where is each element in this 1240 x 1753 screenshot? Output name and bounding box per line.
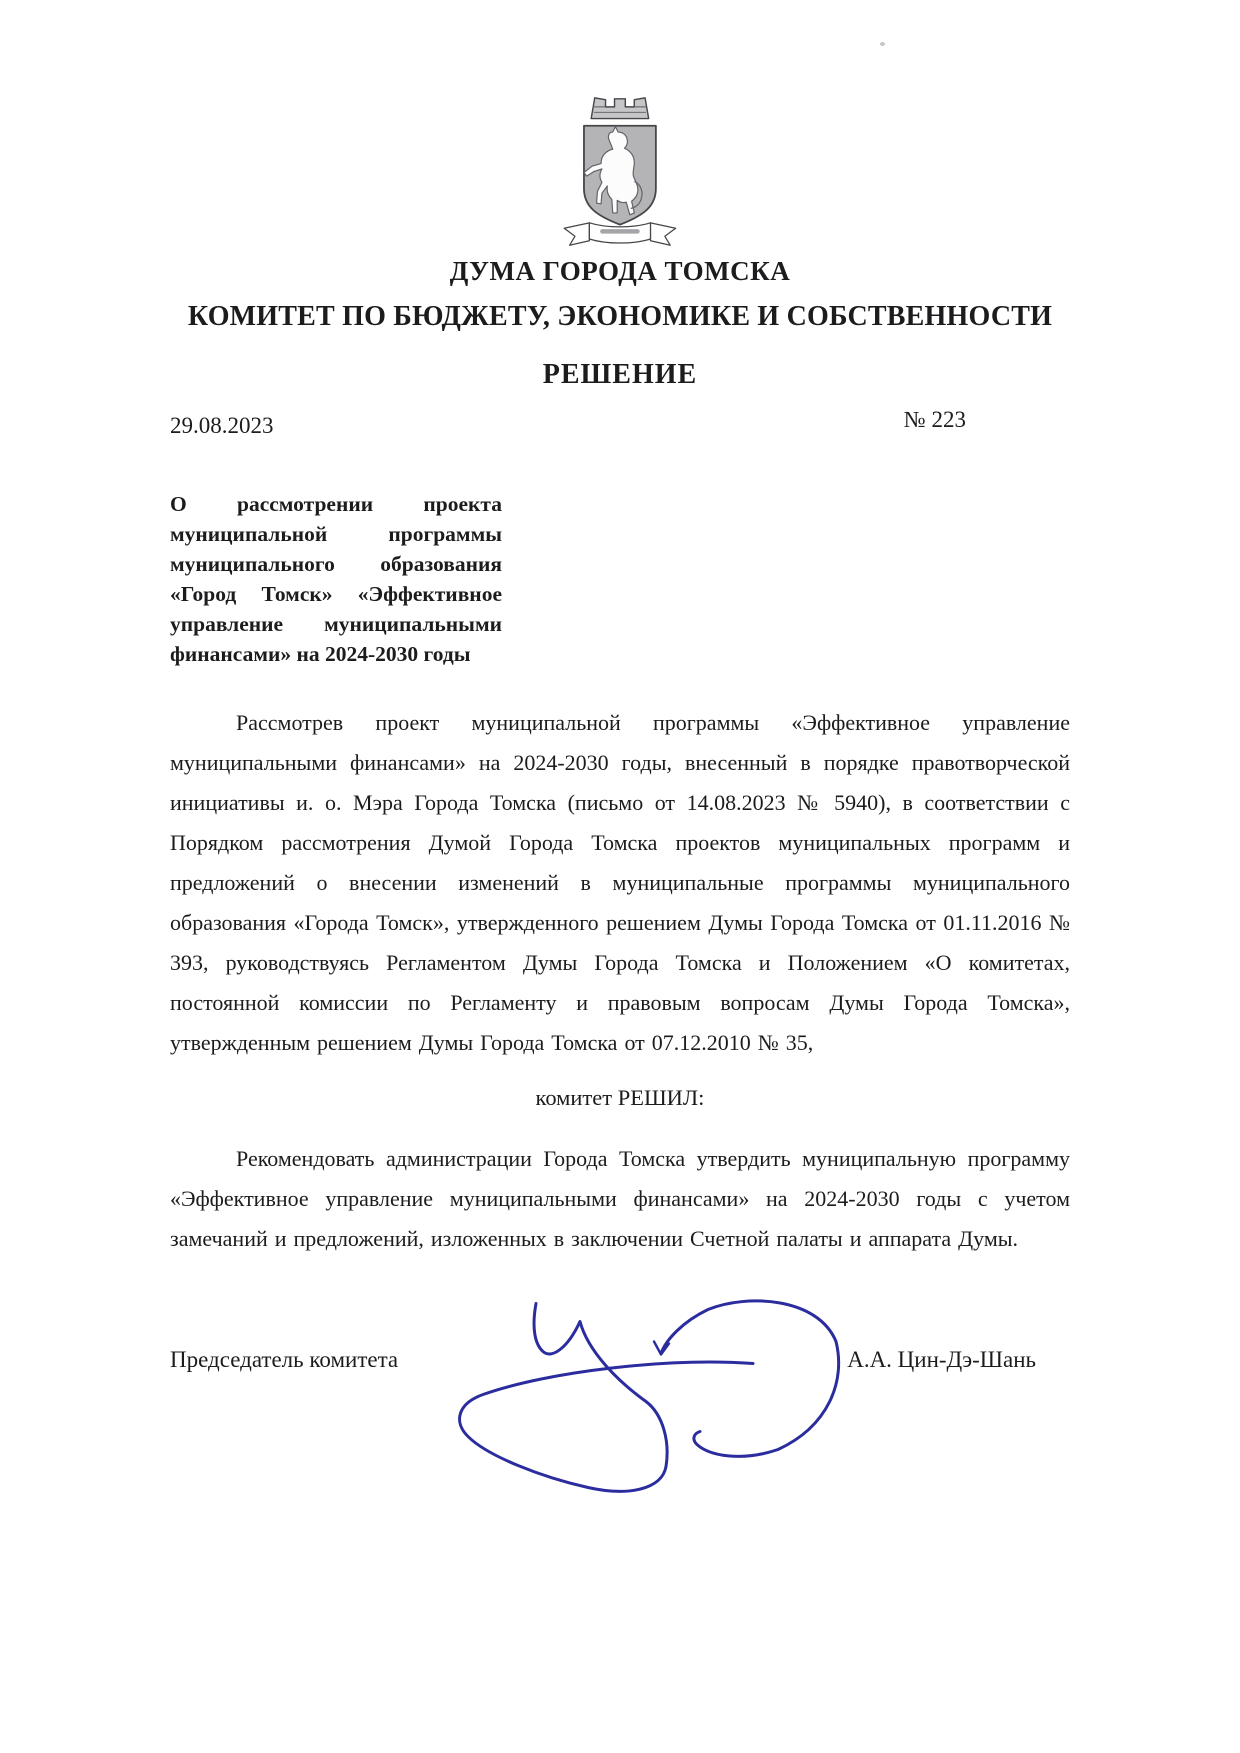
body-paragraph-1: Рассмотрев проект муниципальной программы «Эффективное управление муниципальными финансами» на 2024-2030 годы, внесенный в порядке правотворческой инициативы и. о. Мэра Города Томска (письмо от 14.08.2023 № 5940), в соответствии с Порядком рассмотрения Думой Города Томска проектов муниципальных программ и предложений о внесении изменений в муниципальные программы муниципального образования «Города Томск», утвержденного решением Думы Города Томска от 01.11.2016 № 393, руководствуясь Регламентом Думы Города Томска и Положением «О комитетах, постоянной комиссии по Регламенту и правовым вопросам Думы Города Томска», утвержденным решением Думы Города Томска от 07.12.2010 № 35,: [170, 710, 1070, 1055]
subject-paragraph: О рассмотрении проекта муниципальной программы муниципального образования «Город Томск» «Эффективное управление муниципальными финансами» на 2024-2030 годы: [170, 492, 502, 666]
resolution-lead-in: комитет РЕШИЛ:: [535, 1085, 705, 1110]
document-type-title: РЕШЕНИЕ: [542, 359, 698, 390]
handwritten-signature-icon: [448, 1289, 848, 1514]
coat-of-arms-icon: [557, 88, 683, 248]
ribbon-icon: [564, 223, 675, 245]
signature-block: [170, 1347, 1070, 1373]
signer-position-title: Председатель комитета: [170, 1347, 399, 1372]
mural-crown-icon: [591, 98, 649, 119]
signer-name: А.А. Цин-Дэ-Шань: [847, 1347, 1036, 1372]
meta-row: [170, 407, 1070, 439]
document-date: 29.08.2023: [170, 413, 274, 438]
body-paragraph-2: Рекомендовать администрации Города Томска утвердить муниципальную программу «Эффективное управление муниципальными финансами» на 2024-2030 годы с учетом замечаний и предложений, изложенных в заключении Счетной палаты и аппарата Думы.: [170, 1146, 1070, 1251]
committee-title: КОМИТЕТ ПО БЮДЖЕТУ, ЭКОНОМИКЕ И СОБСТВЕННОСТИ: [187, 301, 1053, 332]
document-number: № 223: [903, 407, 966, 432]
coat-of-arms: [170, 88, 1070, 250]
scan-artifact-dot: [880, 42, 885, 46]
organization-title: ДУМА ГОРОДА ТОМСКА: [449, 256, 791, 286]
